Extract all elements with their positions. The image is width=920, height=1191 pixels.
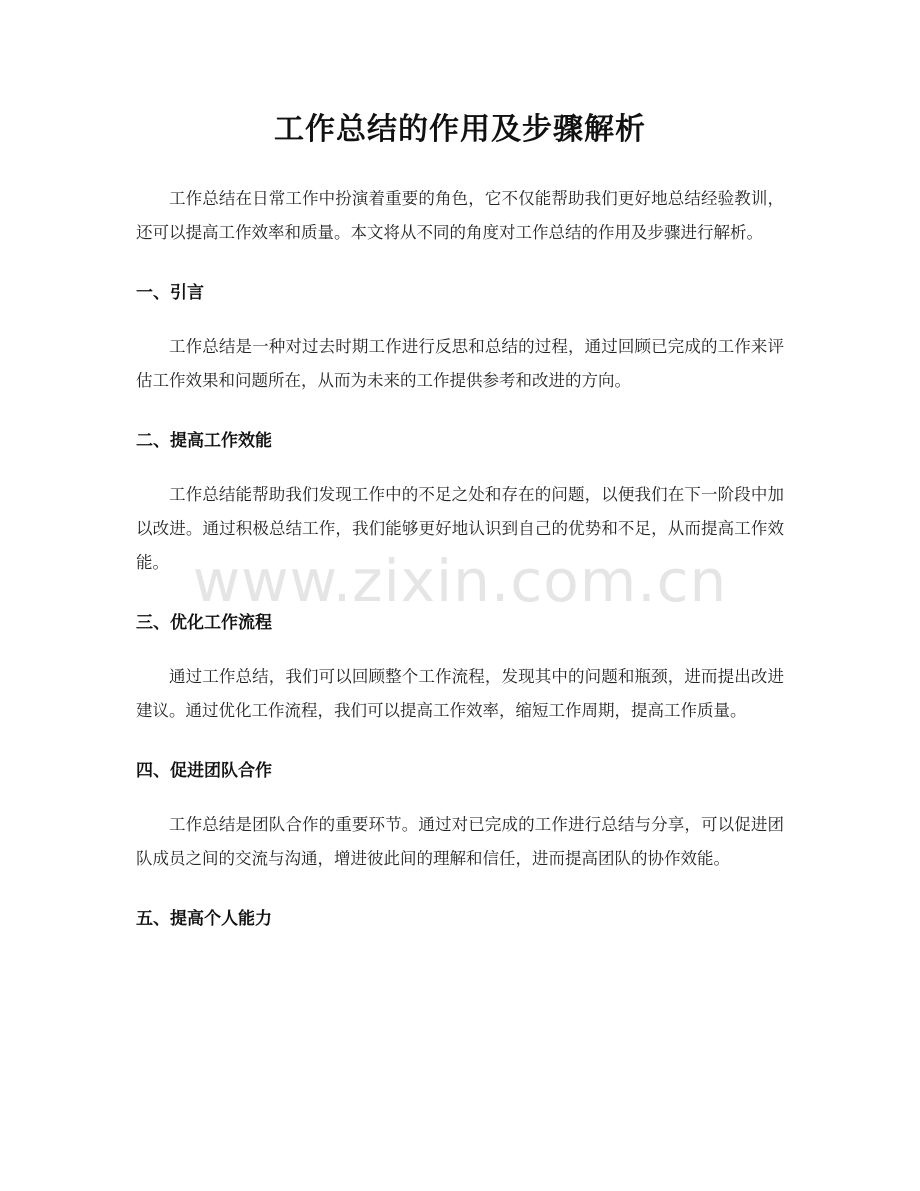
- intro-paragraph: 工作总结在日常工作中扮演着重要的角色，它不仅能帮助我们更好地总结经验教训，还可以提高工作效率和质量。本文将从不同的角度对工作总结的作用及步骤进行解析。: [136, 189, 784, 242]
- page-title: 工作总结的作用及步骤解析: [274, 112, 646, 147]
- section-heading-workflow: 三、优化工作流程: [136, 613, 272, 633]
- section-heading-teamwork: 四、促进团队合作: [136, 761, 272, 781]
- watermark: www.zixin.com.cn: [192, 547, 728, 615]
- document-body: [136, 182, 784, 936]
- section-paragraph-workflow: 通过工作总结，我们可以回顾整个工作流程，发现其中的问题和瓶颈，进而提出改进建议。通过优化工作流程，我们可以提高工作效率，缩短工作周期，提高工作质量。: [136, 667, 784, 720]
- section-heading-efficiency: 二、提高工作效能: [136, 431, 272, 451]
- section-paragraph-efficiency: 工作总结能帮助我们发现工作中的不足之处和存在的问题，以便我们在下一阶段中加以改进。通过积极总结工作，我们能够更好地认识到自己的优势和不足，从而提高工作效能。: [136, 485, 784, 572]
- section-paragraph-teamwork: 工作总结是团队合作的重要环节。通过对已完成的工作进行总结与分享，可以促进团队成员之间的交流与沟通，增进彼此间的理解和信任，进而提高团队的协作效能。: [136, 815, 784, 868]
- section-paragraph-intro: 工作总结是一种对过去时期工作进行反思和总结的过程，通过回顾已完成的工作来评估工作效果和问题所在，从而为未来的工作提供参考和改进的方向。: [136, 337, 784, 390]
- section-heading-personal-ability: 五、提高个人能力: [136, 909, 272, 929]
- section-heading-intro: 一、引言: [136, 283, 204, 303]
